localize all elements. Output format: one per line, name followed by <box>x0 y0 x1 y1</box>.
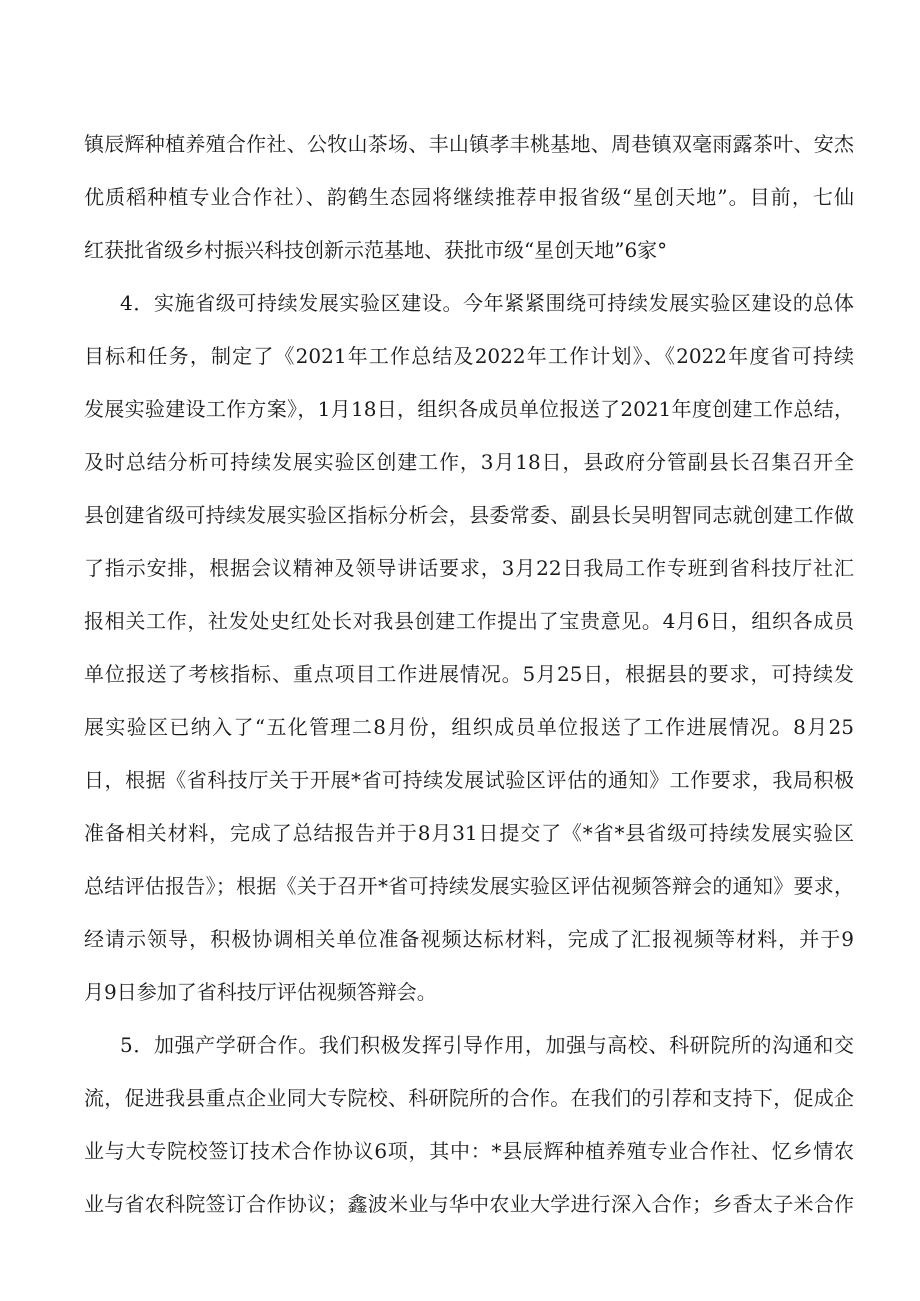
paragraph-first-line: 5．加强产学研合作。我们积极发挥引导作用，加强与高校、科研院所的沟通和交 <box>120 1033 854 1057</box>
text-line: 优质稻种植专业合作社）、韵鹤生态园将继续推荐申报省级“星创天地”。目前，七仙 <box>84 185 854 209</box>
text-line: 月9日参加了省科技厅评估视频答辩会。 <box>84 980 437 1004</box>
text-line: 业与大专院校签订技术合作协议6项，其中：*县辰辉种植养殖专业合作社、忆乡情农 <box>84 1139 854 1163</box>
text-line: 报相关工作，社发处史红处长对我县创建工作提出了宝贵意见。4月6日，组织各成员 <box>84 609 854 633</box>
text-line: 了指示安排，根据会议精神及领导讲话要求，3月22日我局工作专班到省科技厅社汇 <box>84 556 854 580</box>
text-line: 总结评估报告》；根据《关于召开*省可持续发展实验区评估视频答辩会的通知》要求， <box>84 874 854 898</box>
text-line: 流，促进我县重点企业同大专院校、科研院所的合作。在我们的引荐和支持下，促成企 <box>84 1086 854 1110</box>
text-line: 目标和任务，制定了《2021年工作总结及2022年工作计划》、《2022年度省可持续 <box>84 344 854 368</box>
text-line: 及时总结分析可持续发展实验区创建工作，3月18日，县政府分管副县长召集召开全 <box>84 450 854 474</box>
text-line: 单位报送了考核指标、重点项目工作进展情况。5月25日，根据县的要求，可持续发 <box>84 662 854 686</box>
paragraph-first-line: 4．实施省级可持续发展实验区建设。今年紧紧围绕可持续发展实验区建设的总体 <box>120 291 854 315</box>
text-line: 经请示领导，积极协调相关单位准备视频达标材料，完成了汇报视频等材料，并于9 <box>84 927 854 951</box>
text-line: 业与省农科院签订合作协议；鑫波米业与华中农业大学进行深入合作；乡香太子米合作 <box>84 1192 854 1216</box>
text-line: 发展实验建设工作方案》，1月18日，组织各成员单位报送了2021年度创建工作总结， <box>84 397 854 421</box>
text-line: 红获批省级乡村振兴科技创新示范基地、获批市级“星创天地”6家° <box>84 238 668 262</box>
text-line: 准备相关材料，完成了总结报告并于8月31日提交了《*省*县省级可持续发展实验区 <box>84 821 854 845</box>
text-line: 镇辰辉种植养殖合作社、公牧山茶场、丰山镇孝丰桃基地、周巷镇双毫雨露茶叶、安杰 <box>84 132 854 156</box>
text-line: 县创建省级可持续发展实验区指标分析会，县委常委、副县长吴明智同志就创建工作做 <box>84 503 854 527</box>
text-line: 日，根据《省科技厅关于开展*省可持续发展试验区评估的通知》工作要求，我局积极 <box>84 768 854 792</box>
text-line: 展实验区已纳入了“五化管理二8月份，组织成员单位报送了工作进展情况。8月25 <box>84 715 854 739</box>
